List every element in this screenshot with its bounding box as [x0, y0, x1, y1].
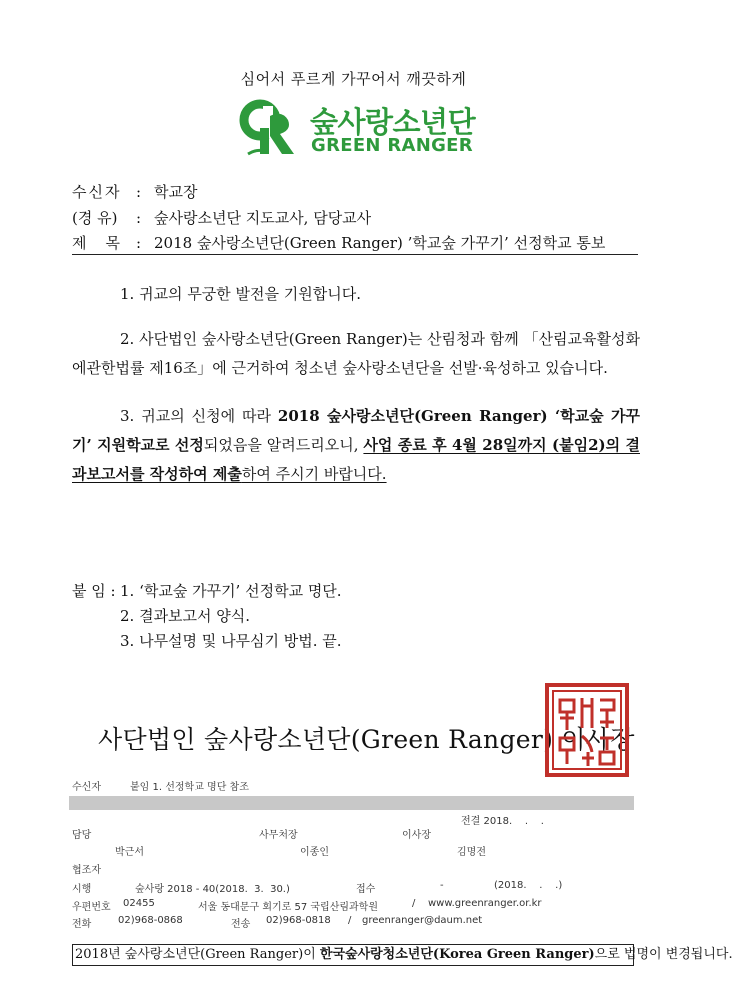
receipt-label: 접수 — [356, 884, 376, 895]
footer-recipient-label: 수신자 — [72, 782, 101, 793]
recipient-row — [72, 181, 197, 202]
phone-label: 전화 — [72, 919, 92, 930]
fax-number: 02)968-0818 — [266, 915, 331, 926]
address: 서울 동대문구 회기로 57 국립산림과학원 — [198, 902, 378, 913]
p3-part-e: 하여 주시기 바랍니다. — [241, 465, 387, 483]
notice-part-c: 으로 법명이 변경됩니다. — [594, 947, 733, 962]
subject-label: 제 목 — [72, 234, 121, 252]
recipient-colon: : — [136, 183, 142, 201]
enforce-label: 시행 — [72, 884, 92, 895]
receipt-date: (2018. . .) — [494, 880, 563, 891]
paragraph-1-text: 1. 귀교의 무궁한 발전을 기원합니다. — [120, 285, 362, 303]
subject-colon: : — [136, 234, 142, 252]
p3-part-a: 3. 귀교의 신청에 따라 — [120, 407, 278, 425]
attachment-item-1: 1. ‘학교숲 가꾸기’ 선정학교 명단. — [120, 582, 342, 600]
attachment-item-3: 3. 나무설명 및 나무심기 방법. 끝. — [120, 632, 342, 650]
footer-recipient-value: 붙임 1. 선정학교 명단 참조 — [130, 782, 249, 793]
role-staff: 담당 — [72, 830, 92, 841]
postal-value: 02455 — [123, 898, 155, 909]
recipient-value: 학교장 — [154, 183, 198, 201]
paragraph-3 — [72, 402, 640, 489]
p3-deadline-notice: 사업 종료 후 4월 28일까지 (붙임2)의 결과보고서를 작성하여 제출 — [72, 436, 640, 483]
attachment-item-2: 2. 결과보고서 양식. — [120, 607, 251, 625]
name-staff: 박근서 — [115, 847, 144, 858]
green-ranger-logo — [238, 98, 478, 160]
issuer-name: 사단법인 숲사랑소년단(Green Ranger) 이사장 — [98, 725, 635, 754]
notice-new-name: 한국숲사랑청소년단(Korea Green Ranger) — [319, 947, 595, 962]
name-chairman: 김명전 — [457, 847, 486, 858]
attachments-label: 붙 임 : — [72, 582, 116, 600]
p3-part-c: 되었음을 알려드리오니, — [203, 436, 364, 454]
official-seal-icon — [544, 682, 630, 778]
paragraph-2 — [72, 325, 640, 383]
logo-name: 숲사랑소년단 — [310, 105, 476, 139]
phone-number: 02)968-0868 — [118, 915, 183, 926]
receipt-dash: - — [440, 880, 444, 891]
logo-english: GREEN RANGER — [311, 135, 473, 156]
approval-date: 전결 2018. . . — [461, 816, 544, 827]
enforce-value: 숲사랑 2018 - 40(2018. 3. 30.) — [135, 884, 290, 895]
role-chairman: 이사장 — [402, 830, 431, 841]
role-secretary-general: 사무처장 — [259, 830, 298, 841]
via-colon: : — [136, 209, 142, 227]
fax-label: 전송 — [231, 919, 251, 930]
name-secretary-general: 이종인 — [300, 847, 329, 858]
email-separator: / — [348, 915, 352, 926]
postal-label: 우편번호 — [72, 902, 111, 913]
green-ranger-emblem-icon — [238, 98, 304, 160]
paragraph-3-text — [72, 402, 640, 489]
subject-value: 2018 숲사랑소년단(Green Ranger) ’학교숲 가꾸기’ 선정학교 통보 — [154, 234, 606, 252]
notice-part-a: 2018년 숲사랑소년단(Green Ranger)이 — [75, 947, 320, 962]
via-value: 숲사랑소년단 지도교사, 담당교사 — [154, 209, 372, 227]
name-change-notice — [72, 944, 733, 966]
website-link[interactable]: www.greenranger.or.kr — [428, 898, 542, 909]
cooperator-label: 협조자 — [72, 865, 101, 876]
via-row — [72, 207, 371, 228]
header-divider — [72, 254, 638, 255]
footer-divider-bar — [69, 796, 634, 810]
p3-selected-notice: 2018 숲사랑소년단(Green Ranger) ‘학교숲 가꾸기’ 지원학교로 선정 — [72, 407, 640, 454]
paragraph-1 — [72, 280, 640, 309]
address-separator: / — [412, 898, 416, 909]
recipient-label: 수신자 — [72, 183, 122, 201]
via-label: (경 유) — [72, 209, 118, 227]
slogan: 심어서 푸르게 가꾸어서 깨끗하게 — [240, 70, 467, 88]
paragraph-2-text: 2. 사단법인 숲사랑소년단(Green Ranger)는 산림청과 함께 「산림교육활성화에관한법률 제16조」에 근거하여 청소년 숲사랑소년단을 선발·육성하고 있습니다. — [72, 330, 640, 377]
subject-row — [72, 232, 605, 253]
email-link[interactable]: greenranger@daum.net — [362, 915, 483, 926]
